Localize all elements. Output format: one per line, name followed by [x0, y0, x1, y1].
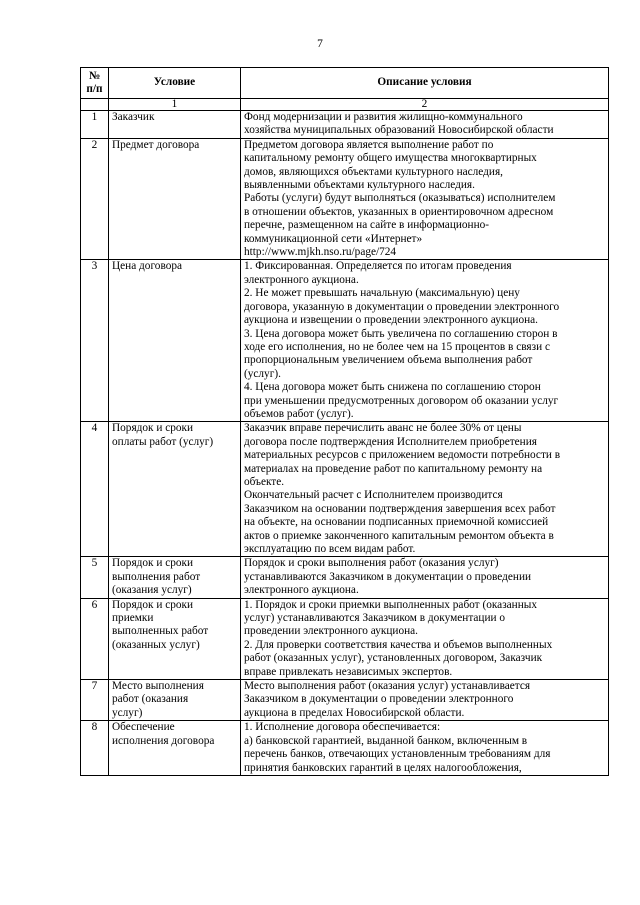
description-line: 2. Не может превышать начальную (максимальную) цену — [244, 287, 520, 300]
row-description — [241, 138, 609, 260]
description-line: 3. Цена договора может быть увеличена по соглашению сторон в — [244, 327, 558, 340]
description-line: в отношении объектов, указанных в ориентировочном адресном — [244, 205, 554, 218]
description-line: Предметом договора является выполнение работ по — [244, 138, 494, 151]
description-line: аукциона в пределах Новосибирской области. — [244, 706, 465, 719]
description-line: перечне, размещенном на сайте в информационно- — [244, 219, 490, 232]
index-cell-empty — [81, 99, 109, 111]
column-index-row — [81, 99, 609, 111]
header-row — [81, 68, 609, 99]
row-number: 7 — [81, 680, 109, 721]
condition-line: (оказанных услуг) — [112, 638, 200, 651]
header-description: Описание условия — [241, 68, 609, 99]
condition-line: работ (оказания — [112, 693, 189, 706]
description-line: актов о приемке законченного капитальным ремонтом объекта в — [244, 529, 554, 542]
description-line: пропорциональным увеличением объема выполнения работ — [244, 354, 533, 367]
row-description — [241, 721, 609, 776]
description-line: коммуникационной сети «Интернет» — [244, 232, 423, 245]
condition-line: оплаты работ (услуг) — [112, 435, 214, 448]
condition-line: (оказания услуг) — [112, 584, 192, 597]
description-line: хозяйства муниципальных образований Новосибирской области — [244, 124, 554, 137]
description-line: перечень банков, отвечающих установленным требованиям для — [244, 748, 551, 761]
row-description — [241, 598, 609, 679]
description-line: при уменьшении предусмотренных договором об оказании услуг — [244, 394, 559, 407]
header-number — [81, 68, 109, 99]
header-condition: Условие — [109, 68, 241, 99]
description-line: вправе привлекать независимых экспертов. — [244, 665, 453, 678]
description-line: материальных ресурсов с приложением ведомости потребности в — [244, 449, 561, 462]
row-condition — [109, 138, 241, 260]
description-line: материалах на проведение работ по капитальному ремонту на — [244, 462, 543, 475]
row-description — [241, 111, 609, 139]
description-line: Заказчиком в документации о проведении электронного — [244, 693, 514, 706]
row-condition — [109, 721, 241, 776]
table-row — [81, 557, 609, 598]
description-line: на объекте, на основании подписанных приемочной комиссией — [244, 516, 549, 529]
description-line: эксплуатацию по всем видам работ. — [244, 543, 416, 555]
row-number: 2 — [81, 138, 109, 260]
condition-line: Заказчик — [112, 111, 155, 123]
table-row — [81, 422, 609, 557]
conditions-table — [80, 67, 609, 776]
description-line: услуг) устанавливаются Заказчиком в документации о — [244, 612, 506, 625]
condition-line: Обеспечение — [112, 721, 175, 734]
description-line: принятия банковских гарантий в целях налогообложения, — [244, 761, 522, 774]
row-number: 1 — [81, 111, 109, 139]
row-description — [241, 557, 609, 598]
description-line: проведении электронного аукциона. — [244, 625, 418, 638]
row-condition — [109, 557, 241, 598]
table-row — [81, 138, 609, 260]
table-row — [81, 721, 609, 776]
condition-line: Цена договора — [112, 260, 183, 273]
row-number: 8 — [81, 721, 109, 776]
description-line: 2. Для проверки соответствия качества и объемов выполненных — [244, 638, 553, 651]
description-line: договора после подтверждения Исполнителем приобретения — [244, 435, 537, 448]
condition-line: Предмет договора — [112, 138, 200, 151]
row-description — [241, 260, 609, 422]
description-line: договора, указанную в документации о проведении электронного — [244, 300, 560, 313]
description-line: работ (оказанных услуг), установленных договором, Заказчик — [244, 652, 543, 665]
condition-line: услуг) — [112, 706, 143, 719]
row-condition — [109, 598, 241, 679]
table-row — [81, 680, 609, 721]
condition-line: приемки — [112, 612, 154, 625]
row-condition — [109, 111, 241, 139]
index-cell: 2 — [241, 99, 609, 111]
index-cell: 1 — [109, 99, 241, 111]
description-line: Место выполнения работ (оказания услуг) устанавливается — [244, 680, 531, 693]
description-line: 1. Порядок и сроки приемки выполненных работ (оказанных — [244, 598, 537, 611]
table-row — [81, 111, 609, 139]
table-row — [81, 260, 609, 422]
description-line: капитальному ремонту общего имущества многоквартирных — [244, 152, 537, 165]
description-line: Заказчиком на основании подтверждения завершения всех работ — [244, 502, 556, 515]
row-number: 3 — [81, 260, 109, 422]
row-number: 6 — [81, 598, 109, 679]
description-line: домов, являющихся объектами культурного наследия, — [244, 165, 503, 178]
description-line: объекте. — [244, 475, 285, 488]
description-line: Порядок и сроки выполнения работ (оказания услуг) — [244, 557, 499, 570]
header-number-line: п/п — [86, 83, 103, 95]
condition-line: выполнения работ — [112, 570, 201, 583]
description-line: Работы (услуги) будут выполняться (оказываться) исполнителем — [244, 192, 556, 205]
condition-line: Порядок и сроки — [112, 598, 194, 611]
description-line: Фонд модернизации и развития жилищно-коммунального — [244, 111, 523, 123]
condition-line: Место выполнения — [112, 680, 204, 693]
row-description — [241, 680, 609, 721]
description-line: электронного аукциона. — [244, 273, 359, 286]
description-line: аукциона и извещении о проведении электронного аукциона. — [244, 314, 538, 327]
table-row — [81, 598, 609, 679]
condition-line: исполнения договора — [112, 734, 215, 747]
description-line: 4. Цена договора может быть снижена по соглашению сторон — [244, 381, 541, 394]
row-number: 4 — [81, 422, 109, 557]
condition-line: Порядок и сроки — [112, 422, 194, 435]
description-line: 1. Исполнение договора обеспечивается: — [244, 721, 441, 734]
description-line: выявленными объектами культурного наследия. — [244, 179, 475, 192]
description-line: Заказчик вправе перечислить аванс не более 30% от цены — [244, 422, 522, 435]
description-line: ходе его исполнения, но не более чем на 15 процентов в связи с — [244, 340, 550, 353]
condition-line: Порядок и сроки — [112, 557, 194, 570]
description-line: 1. Фиксированная. Определяется по итогам проведения — [244, 260, 512, 273]
row-condition — [109, 680, 241, 721]
row-condition — [109, 422, 241, 557]
description-line: (услуг). — [244, 367, 281, 380]
description-line: электронного аукциона. — [244, 584, 359, 597]
description-line: http://www.mjkh.nso.ru/page/724 — [244, 246, 397, 259]
page-number: 7 — [317, 38, 323, 50]
row-condition — [109, 260, 241, 422]
description-line: а) банковской гарантией, выданной банком, включенным в — [244, 734, 528, 747]
description-line: устанавливаются Заказчиком в документации о проведении — [244, 570, 532, 583]
condition-line: выполненных работ — [112, 625, 209, 638]
description-line: объемов работ (услуг). — [244, 407, 354, 420]
row-description — [241, 422, 609, 557]
row-number: 5 — [81, 557, 109, 598]
header-number-line: № — [88, 69, 101, 82]
description-line: Окончательный расчет с Исполнителем производится — [244, 489, 503, 502]
